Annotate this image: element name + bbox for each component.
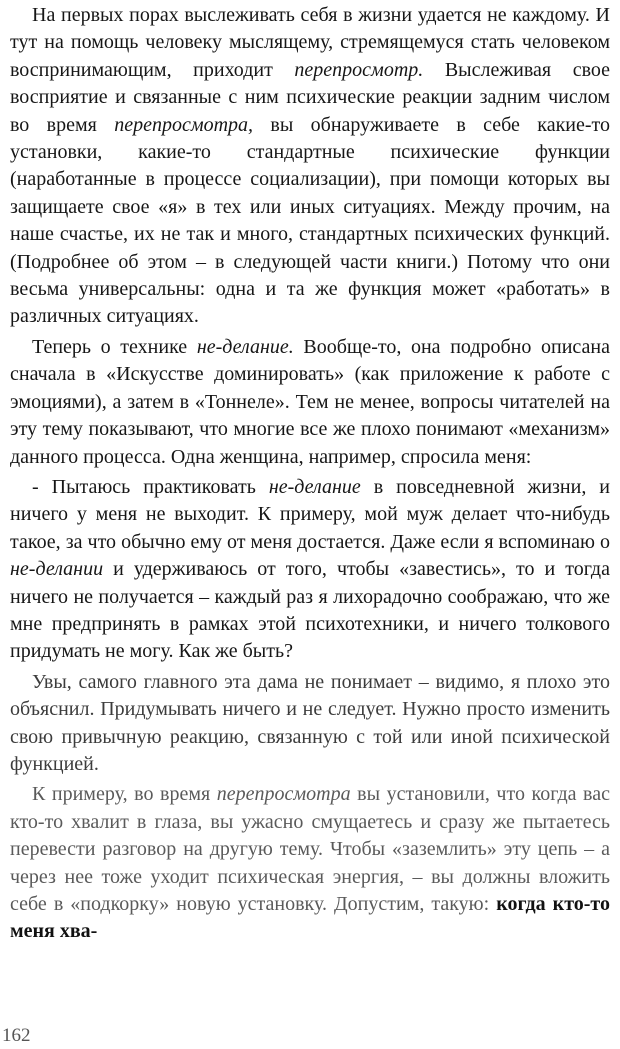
text-run: Теперь о технике: [32, 335, 197, 358]
text-run: и удерживаюсь от того, чтобы «завестись», то и тогда ничего не получается – каждый раз я лихорадочно соображаю, что же мне предпринять в рамках этой психотехники, и ничего толкового придумать не могу. Как же быть?: [10, 558, 610, 663]
paragraph: [10, 474, 610, 666]
page-number: 162: [2, 1025, 31, 1046]
text-run: К примеру, во время: [32, 783, 217, 806]
text-run: Выслеживая свое восприятие и связанные с ним психические реакции задним числом во время: [10, 58, 610, 136]
text-run: в повседневной жизни, и ничего у меня не выходит. К примеру, мой муж делает что-нибудь такое, за что обычно ему от меня достается. Даже если я вспоминаю о: [10, 475, 611, 553]
body-text: [10, 2, 610, 949]
italic-text: не-делании: [10, 558, 104, 581]
italic-text: перепросмотра,: [114, 113, 254, 136]
text-run: вы установили, что когда вас кто-то хвалит в глаза, вы ужасно смущаетесь и сразу же пытаетесь перевести разговор на другую тему. Чтобы «заземлить» эту цепь – а через нее тоже уходит психическая энергия, – вы должны вложить себе в «подкорку» новую установку. Допустим, такую:: [10, 783, 610, 915]
italic-text: перепросмотр.: [294, 58, 424, 81]
text-run: вы обнаруживаете в себе какие-то установки, какие-то стандартные психические функции (наработанные в процессе социализации), при помощи которых вы защищаете свое «я» в тех или иных ситуациях. Между прочим, на наше счастье, их не так и много, стандартных психических функций. (Подробнее об этом – в следующей части книги.) Потому что они весьма универсальны: одна и та же функция может «работать» в различных ситуациях.: [10, 113, 611, 328]
text-run: На первых порах выслеживать себя в жизни удается не каждому. И тут на помощь человеку мыслящему, стремящемуся стать человеком воспринимающим, приходит: [10, 4, 610, 81]
paragraph: [10, 781, 610, 945]
bold-text: когда кто-то меня хва-: [10, 893, 610, 943]
text-run: Увы, самого главного эта дама не понимает – видимо, я плохо это объяснил. Придумывать ничего и не следует. Нужно просто изменить свою привычную реакцию, связанную с той или иной психической функцией.: [10, 670, 610, 775]
text-run: Вообще-то, она подробно описана сначала в «Искусстве доминировать» (как приложение к работе с эмоциями), а затем в «Тоннеле». Тем не менее, вопросы читателей на эту тему показывают, что многие все же плохо понимают «механизм» данного процесса. Одна женщина, например, спросила меня:: [10, 335, 611, 468]
paragraph: [10, 669, 610, 779]
italic-text: не-делание: [268, 475, 361, 498]
text-run: - Пытаюсь практиковать: [32, 475, 269, 498]
paragraph: [10, 2, 610, 331]
paragraph: [10, 334, 610, 471]
italic-text: не-делание.: [196, 335, 294, 358]
italic-text: перепросмотра: [216, 783, 351, 806]
